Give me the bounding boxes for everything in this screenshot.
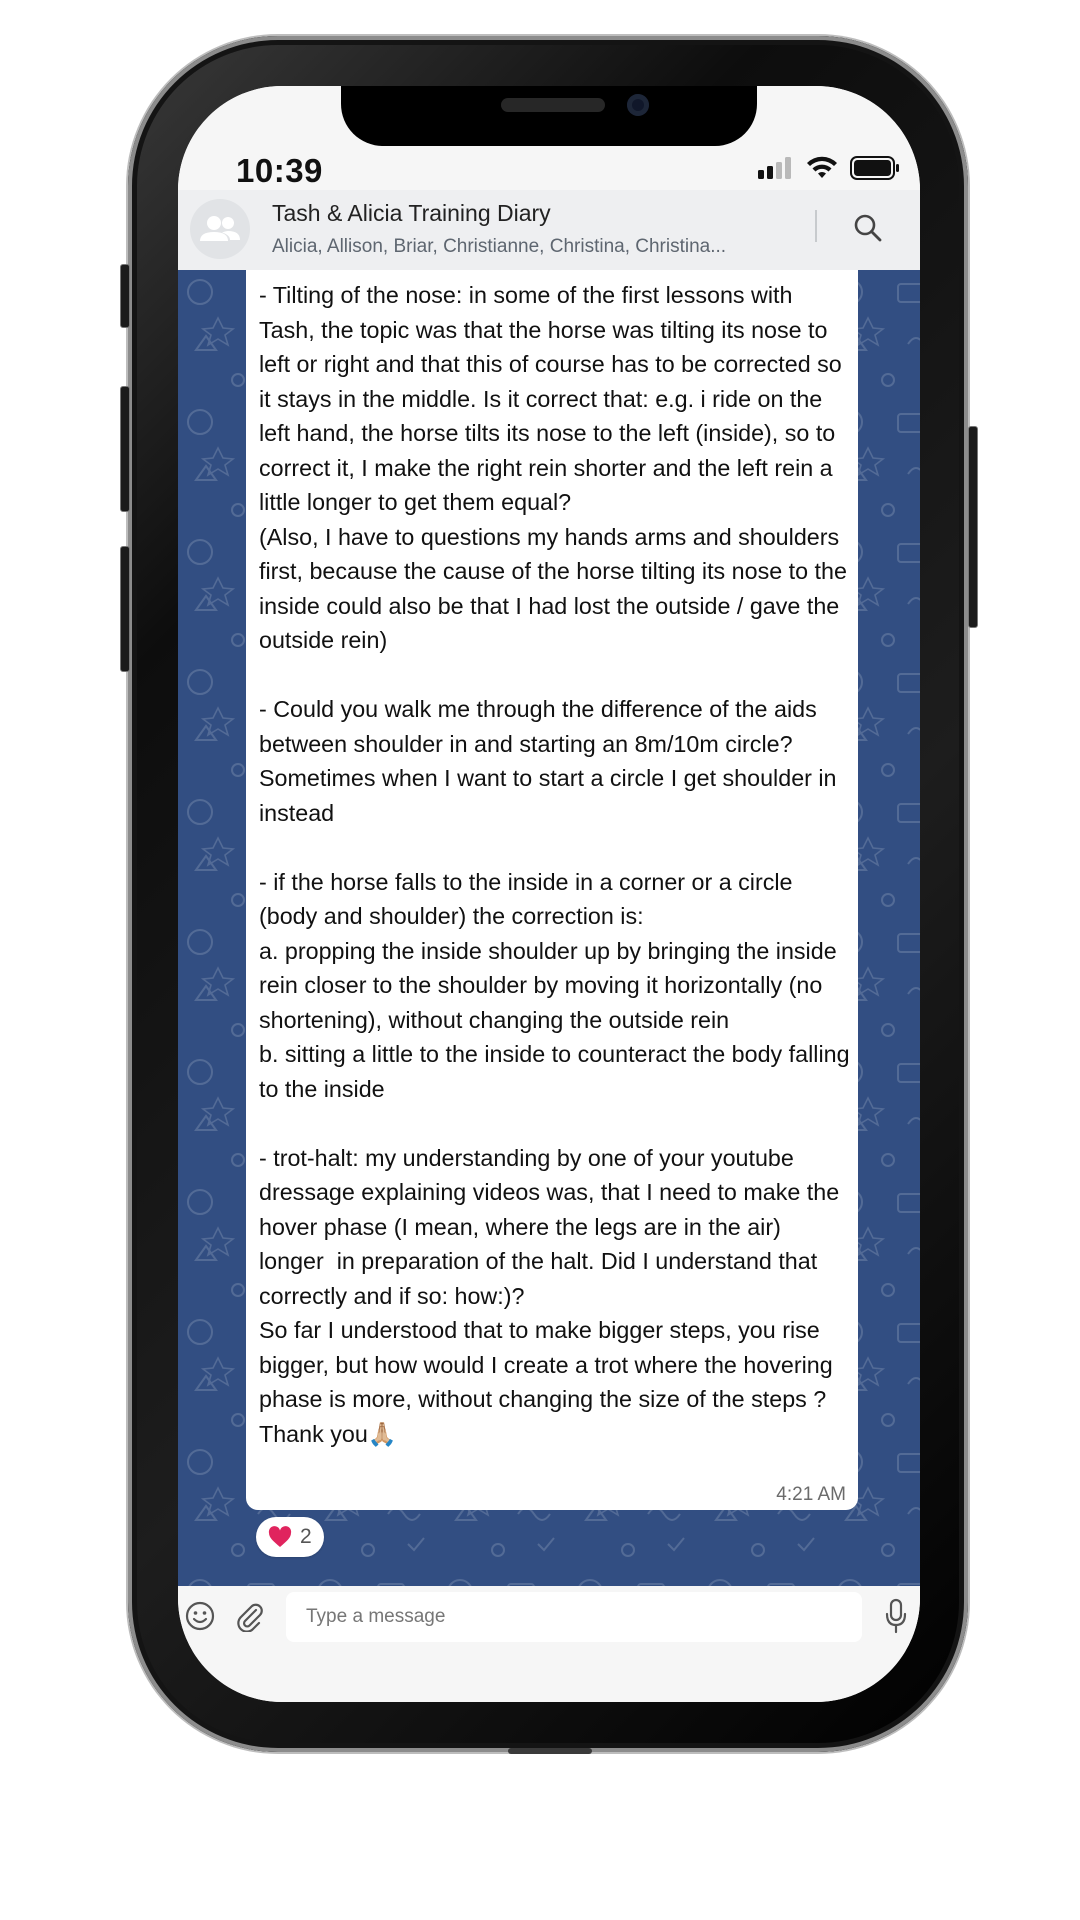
chat-title[interactable]: Tash & Alicia Training Diary: [272, 200, 551, 226]
status-icons: [758, 156, 900, 180]
microphone-button[interactable]: [884, 1598, 908, 1634]
volume-up-button: [120, 386, 130, 512]
emoji-button[interactable]: [184, 1600, 216, 1632]
reaction-badge[interactable]: [256, 1517, 324, 1557]
chat-header[interactable]: [178, 190, 920, 270]
header-divider: [815, 210, 817, 242]
speaker-grille: [501, 98, 605, 112]
chat-area[interactable]: [178, 270, 920, 1586]
volume-down-button: [120, 546, 130, 672]
attach-button[interactable]: [234, 1600, 264, 1632]
wifi-icon: [806, 156, 838, 180]
search-icon: [850, 210, 886, 246]
microphone-icon: [884, 1598, 908, 1634]
front-camera: [627, 94, 649, 116]
search-button[interactable]: [850, 210, 886, 246]
message-text: - Tilting of the nose: in some of the first lessons with Tash, the topic was that the horse was tilting its nose to left or right and that this of course has to be corrected so it stays in the middle. Is it correct that: e.g. i ride on the left hand, the horse tilts its nose to the left (inside), so to correct it, I make the right rein shorter and the left rein a little longer to get them equal? (Also, I have to questions my hands arms and shoulders first, because the cause of the horse tilting its nose to the inside could also be that I had lost the outside / gave the outside rein) - Could you walk me through the difference of the aids between shoulder in and starting an 8m/10m circle? Sometimes when I want to start a circle I get shoulder in instead - if the horse falls to the inside in a corner or a circle (body and shoulder) the correction is: a. propping the inside shoulder up by bringing the inside rein closer to the shoulder by moving it horizontally (no shortening), without changing the outside rein b. sitting a little to the inside to counteract the body falling to the inside - trot-halt: my understanding by one of your youtube dressage explaining videos was, that I need to make the hover phase (I mean, where the legs are in the air) longer in preparation of the halt. Did I understand that correctly and if so: how:)? So far I understood that to make bigger steps, you rise bigger, but how would I create a trot where the hovering phase is more, without changing the size of the steps ? Thank you🙏🏼: [259, 282, 850, 1447]
phone-screen: [178, 86, 920, 1702]
heart-icon: [268, 1526, 292, 1548]
notch: [341, 86, 757, 146]
reaction-count: 2: [300, 1525, 312, 1548]
power-button: [968, 426, 978, 628]
chat-members[interactable]: Alicia, Allison, Briar, Christianne, Christina, Christina...: [272, 236, 727, 257]
signal-icon: [758, 157, 794, 179]
message-input-bar: [178, 1586, 920, 1702]
status-time: 10:39: [236, 152, 323, 189]
emoji-icon: [184, 1600, 216, 1632]
message-input[interactable]: [286, 1592, 862, 1642]
message-timestamp: 4:21 AM: [776, 1484, 846, 1505]
group-icon: [199, 214, 241, 244]
group-avatar[interactable]: [190, 199, 250, 259]
battery-icon: [850, 156, 900, 180]
paperclip-icon: [234, 1600, 264, 1632]
bottom-edge-port: [508, 1748, 592, 1754]
message-bubble[interactable]: [246, 270, 858, 1510]
silent-switch: [120, 264, 130, 328]
